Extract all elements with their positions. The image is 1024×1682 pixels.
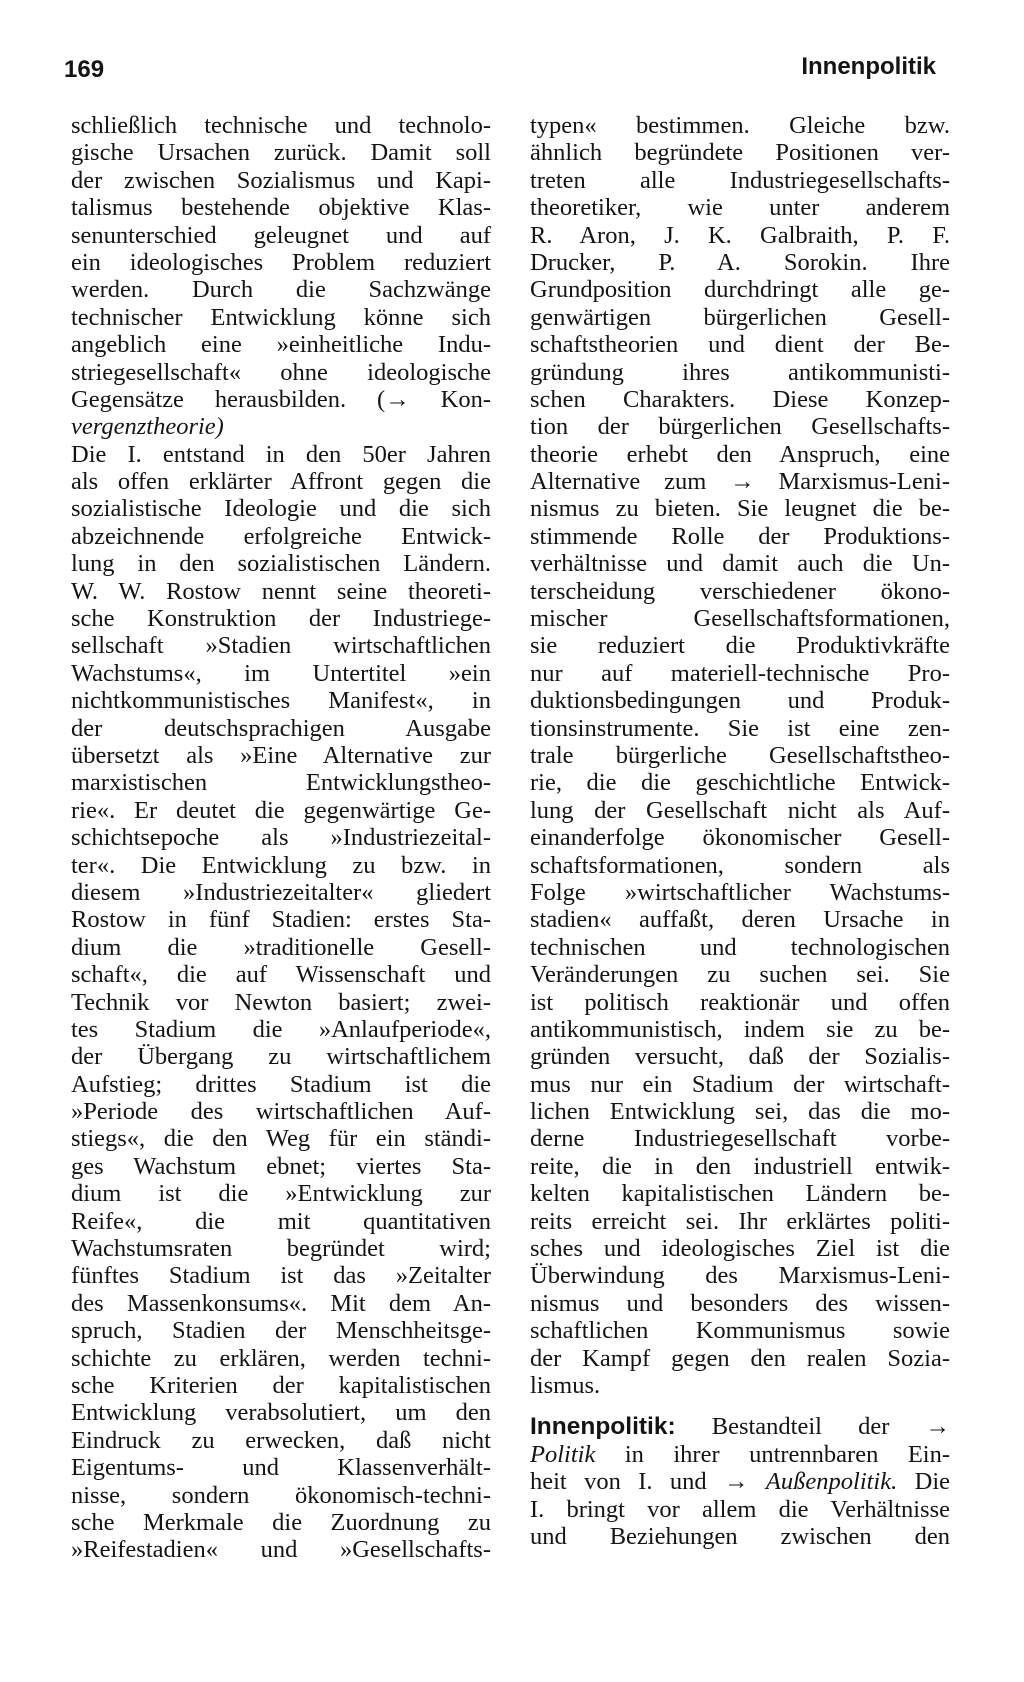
text-line: Wachstumsraten begründet wird; xyxy=(71,1235,491,1263)
cross-reference-line: vergenztheorie) xyxy=(71,413,224,441)
text-line: Folge »wirtschaftlicher Wachstums- xyxy=(530,878,950,906)
text-line: talismus bestehende objektive Klas- xyxy=(71,194,491,222)
text-line: mischer Gesellschaftsformationen, xyxy=(530,605,950,633)
text-line: theoretiker, wie unter anderem xyxy=(530,194,950,222)
text-line: mus nur ein Stadium der wirtschaft- xyxy=(530,1070,950,1098)
text-line: ein ideologisches Problem reduziert xyxy=(71,248,491,276)
text-line: terscheidung verschiedener ökono- xyxy=(530,577,950,605)
text-line: »Periode des wirtschaftlichen Auf- xyxy=(71,1098,491,1126)
text-line: sches und ideologisches Ziel ist die xyxy=(530,1235,950,1263)
text-line: dium ist die »Entwicklung zur xyxy=(71,1180,491,1208)
text-line: sie reduziert die Produktivkräfte xyxy=(530,632,950,660)
text-line: ähnlich begründete Positionen ver- xyxy=(530,139,950,167)
entry-line xyxy=(530,1441,950,1468)
text-line: nichtkommunistisches Manifest«, in xyxy=(71,687,491,715)
text-line: Eindruck zu erwecken, daß nicht xyxy=(71,1426,491,1454)
text-line: rie«. Er deutet die gegenwärtige Ge- xyxy=(71,796,491,824)
text-line: senunterschied geleugnet und auf xyxy=(71,221,491,249)
text-line: schaftstheorien und dient der Be- xyxy=(530,331,950,359)
text-line: stadien« auffaßt, deren Ursache in xyxy=(530,906,950,934)
paragraph-gap xyxy=(530,1399,950,1413)
text-line: reits erreicht sei. Ihr erklärtes politi- xyxy=(530,1207,950,1235)
text-line: tionsinstrumente. Sie ist eine zen- xyxy=(530,714,950,742)
text-line: Technik vor Newton basiert; zwei- xyxy=(71,988,491,1016)
text-line: kelten kapitalistischen Ländern be- xyxy=(530,1180,950,1208)
text-line: Grundposition durchdringt alle ge- xyxy=(530,276,950,304)
text-line: lichen Entwicklung sei, das die mo- xyxy=(530,1098,950,1126)
text-line: W. W. Rostow nennt seine theoreti- xyxy=(71,577,491,605)
entry-line xyxy=(530,1413,950,1440)
text-line: derne Industriegesellschaft vorbe- xyxy=(530,1125,950,1153)
entry-line: I. bringt vor allem die Verhältnisse xyxy=(530,1495,950,1523)
text-line: der deutschsprachigen Ausgabe xyxy=(71,714,491,742)
text-line: nur auf materiell-technische Pro- xyxy=(530,659,950,687)
entry-text: Bestandteil der → xyxy=(675,1413,950,1441)
text-line: abzeichnende erfolgreiche Entwick- xyxy=(71,522,491,550)
text-line: spruch, Stadien der Menschheitsge- xyxy=(71,1317,491,1345)
text-line: sche Konstruktion der Industriege- xyxy=(71,605,491,633)
text-line: trale bürgerliche Gesellschaftstheo- xyxy=(530,741,950,769)
text-line: marxistischen Entwicklungstheo- xyxy=(71,769,491,797)
text-line: schichte zu erklären, werden techni- xyxy=(71,1344,491,1372)
text-line: stimmende Rolle der Produktions- xyxy=(530,522,950,550)
text-line: technischen und technologischen xyxy=(530,933,950,961)
entry-line: und Beziehungen zwischen den xyxy=(530,1522,950,1550)
text-line: ist politisch reaktionär und offen xyxy=(530,988,950,1016)
text-line: lung in den sozialistischen Ländern. xyxy=(71,550,491,578)
text-line: verhältnisse und damit auch die Un- xyxy=(530,550,950,578)
text-line: gische Ursachen zurück. Damit soll xyxy=(71,139,491,167)
text-line: der zwischen Sozialismus und Kapi- xyxy=(71,166,491,194)
text-line: sozialistische Ideologie und die sich xyxy=(71,495,491,523)
text-line: sche Merkmale die Zuordnung zu xyxy=(71,1508,491,1536)
text-line: einanderfolge ökonomischer Gesell- xyxy=(530,824,950,852)
text-line: lung der Gesellschaft nicht als Auf- xyxy=(530,796,950,824)
entry-text: in ihrer untrennbaren Ein- xyxy=(595,1440,950,1468)
text-line: Alternative zum → Marxismus-Leni- xyxy=(530,468,950,496)
text-line: Eigentums- und Klassenverhält- xyxy=(71,1454,491,1482)
text-line: theorie erhebt den Anspruch, eine xyxy=(530,440,950,468)
text-line: schaftlichen Kommunismus sowie xyxy=(530,1317,950,1345)
right-column xyxy=(530,112,950,1550)
text-line: lismus. xyxy=(530,1371,601,1399)
text-line: gründung ihres antikommunisti- xyxy=(530,358,950,386)
left-column xyxy=(71,112,491,1564)
text-line: typen« bestimmen. Gleiche bzw. xyxy=(530,112,950,139)
headword-innenpolitik: Innenpolitik: xyxy=(530,1413,676,1441)
text-line: angeblich eine »einheitliche Indu- xyxy=(71,331,491,359)
text-line: nismus und besonders des wissen- xyxy=(530,1289,950,1317)
text-line: Veränderungen zu suchen sei. Sie xyxy=(530,961,950,989)
text-line: duktionsbedingungen und Produk- xyxy=(530,687,950,715)
text-line: dium die »traditionelle Gesell- xyxy=(71,933,491,961)
text-line: Drucker, P. A. Sorokin. Ihre xyxy=(530,248,950,276)
text-line: ges Wachstum ebnet; viertes Sta- xyxy=(71,1152,491,1180)
text-line: der Kampf gegen den realen Sozia- xyxy=(530,1344,950,1372)
text-line: schaft«, die auf Wissenschaft und xyxy=(71,961,491,989)
text-line: schichtsepoche als »Industriezeital- xyxy=(71,824,491,852)
text-line: übersetzt als »Eine Alternative zur xyxy=(71,741,491,769)
text-line: Rostow in fünf Stadien: erstes Sta- xyxy=(71,906,491,934)
text-line: reite, die in den industriell entwik- xyxy=(530,1152,950,1180)
text-line: schaftsformationen, sondern als xyxy=(530,851,950,879)
text-line: stiegs«, die den Weg für ein ständi- xyxy=(71,1125,491,1153)
text-line: gründen versucht, daß der Sozialis- xyxy=(530,1043,950,1071)
text-line: striegesellschaft« ohne ideologische xyxy=(71,358,491,386)
text-line: sche Kriterien der kapitalistischen xyxy=(71,1371,491,1399)
text-line: »Reifestadien« und »Gesellschafts- xyxy=(71,1536,491,1564)
text-line: schen Charakters. Diese Konzep- xyxy=(530,385,950,413)
text-line: ter«. Die Entwicklung zu bzw. in xyxy=(71,851,491,879)
text-line: nisse, sondern ökonomisch-techni- xyxy=(71,1481,491,1509)
text-line: Wachstums«, im Untertitel »ein xyxy=(71,659,491,687)
text-line: tes Stadium die »Anlaufperiode«, xyxy=(71,1015,491,1043)
text-line: des Massenkonsums«. Mit dem An- xyxy=(71,1289,491,1317)
text-line: tion der bürgerlichen Gesellschafts- xyxy=(530,413,950,441)
text-line: diesem »Industriezeitalter« gliedert xyxy=(71,878,491,906)
text-line: antikommunistisch, indem sie zu be- xyxy=(530,1015,950,1043)
text-line: nismus zu bieten. Sie leugnet die be- xyxy=(530,495,950,523)
text-line: genwärtigen bürgerlichen Gesell- xyxy=(530,303,950,331)
text-line: technischer Entwicklung könne sich xyxy=(71,303,491,331)
text-line: Reife«, die mit quantitativen xyxy=(71,1207,491,1235)
page-number: 169 xyxy=(64,56,105,83)
cross-reference-politik: Politik xyxy=(530,1440,596,1468)
text-line: Die I. entstand in den 50er Jahren xyxy=(71,440,491,468)
text-line: rie, die die geschichtliche Entwick- xyxy=(530,769,950,797)
text-line: treten alle Industriegesellschafts- xyxy=(530,166,950,194)
text-line: R. Aron, J. K. Galbraith, P. F. xyxy=(530,221,950,249)
text-line: fünftes Stadium ist das »Zeitalter xyxy=(71,1262,491,1290)
entry-text: heit von I. und → xyxy=(530,1468,766,1496)
text-line: Aufstieg; drittes Stadium ist die xyxy=(71,1070,491,1098)
text-line: Gegensätze herausbilden. (→ Kon- xyxy=(71,385,491,413)
text-line: schließlich technische und technolo- xyxy=(71,112,491,139)
entry-text: Die xyxy=(897,1468,951,1496)
text-line: der Übergang zu wirtschaftlichem xyxy=(71,1043,491,1071)
text-line: werden. Durch die Sachzwänge xyxy=(71,276,491,304)
cross-reference-aussenpolitik: Außenpolitik. xyxy=(765,1468,898,1496)
text-line: als offen erklärter Affront gegen die xyxy=(71,468,491,496)
text-line: Entwicklung verabsolutiert, um den xyxy=(71,1399,491,1427)
text-line: Überwindung des Marxismus-Leni- xyxy=(530,1262,950,1290)
text-line: sellschaft »Stadien wirtschaftlichen xyxy=(71,632,491,660)
entry-line xyxy=(530,1468,950,1495)
running-head: Innenpolitik xyxy=(801,53,936,80)
